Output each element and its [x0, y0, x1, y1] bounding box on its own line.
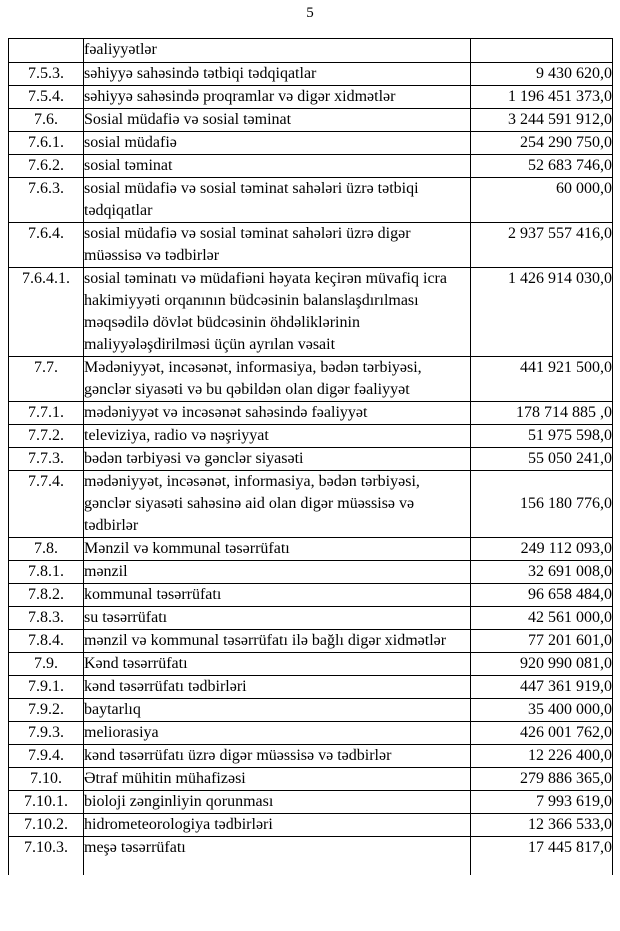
row-description: Sosial müdafiə və sosial təminat: [84, 109, 471, 132]
table-row: [9, 745, 613, 768]
row-amount: 156 180 776,0: [471, 471, 613, 538]
row-description: mənzil: [84, 561, 471, 584]
row-description: kənd təsərrüfatı üzrə digər müəssisə və tədbirlər: [84, 745, 471, 768]
table-row: [9, 630, 613, 653]
row-code: 7.6.4.: [9, 223, 84, 268]
row-description: sosial müdafiə və sosial təminat sahələri üzrə digər müəssisə və tədbirlər: [84, 223, 471, 268]
row-code: 7.7.: [9, 357, 84, 402]
row-description: bioloji zənginliyin qorunması: [84, 791, 471, 814]
row-amount: 447 361 919,0: [471, 676, 613, 699]
row-code: 7.7.3.: [9, 448, 84, 471]
row-amount: 1 426 914 030,0: [471, 268, 613, 357]
table-row: [9, 268, 613, 357]
row-description: mədəniyyət, incəsənət, informasiya, bədən tərbiyəsi, gənclər siyasəti sahəsinə aid olan digər müəssisə və tədbirlər: [84, 471, 471, 538]
row-code: 7.10.3.: [9, 837, 84, 875]
row-description: Kənd təsərrüfatı: [84, 653, 471, 676]
row-code: [9, 39, 84, 63]
row-description: mənzil və kommunal təsərrüfatı ilə bağlı digər xidmətlər: [84, 630, 471, 653]
table-row: [9, 538, 613, 561]
row-code: 7.9.4.: [9, 745, 84, 768]
table-row: [9, 39, 613, 63]
row-amount: 55 050 241,0: [471, 448, 613, 471]
table-row: [9, 63, 613, 86]
row-description: kənd təsərrüfatı tədbirləri: [84, 676, 471, 699]
table-row: [9, 109, 613, 132]
row-amount: 12 226 400,0: [471, 745, 613, 768]
row-description: hidrometeorologiya tədbirləri: [84, 814, 471, 837]
row-code: 7.9.1.: [9, 676, 84, 699]
row-description: fəaliyyətlər: [84, 39, 471, 63]
row-code: 7.9.2.: [9, 699, 84, 722]
row-amount: 9 430 620,0: [471, 63, 613, 86]
row-description: mədəniyyət və incəsənət sahəsində fəaliyyət: [84, 402, 471, 425]
budget-table: [8, 38, 613, 875]
row-description: Mənzil və kommunal təsərrüfatı: [84, 538, 471, 561]
row-code: 7.6.3.: [9, 178, 84, 223]
row-code: 7.7.4.: [9, 471, 84, 538]
table-row: [9, 86, 613, 109]
row-amount: 279 886 365,0: [471, 768, 613, 791]
row-amount: 2 937 557 416,0: [471, 223, 613, 268]
row-code: 7.6.4.1.: [9, 268, 84, 357]
row-description: baytarlıq: [84, 699, 471, 722]
row-amount: 426 001 762,0: [471, 722, 613, 745]
table-row: [9, 402, 613, 425]
row-amount: 17 445 817,0: [471, 837, 613, 875]
table-row: [9, 357, 613, 402]
row-amount: 60 000,0: [471, 178, 613, 223]
row-amount: 51 975 598,0: [471, 425, 613, 448]
row-amount: 3 244 591 912,0: [471, 109, 613, 132]
table-row: [9, 768, 613, 791]
table-row: [9, 425, 613, 448]
row-amount: 920 990 081,0: [471, 653, 613, 676]
row-amount: 178 714 885 ,0: [471, 402, 613, 425]
table-row: [9, 584, 613, 607]
table-row: [9, 837, 613, 875]
row-code: 7.10.: [9, 768, 84, 791]
row-description: sosial təminat: [84, 155, 471, 178]
table-row: [9, 722, 613, 745]
table-row: [9, 676, 613, 699]
row-code: 7.7.1.: [9, 402, 84, 425]
row-description: sosial müdafiə: [84, 132, 471, 155]
row-amount: 441 921 500,0: [471, 357, 613, 402]
table-row: [9, 223, 613, 268]
row-description: su təsərrüfatı: [84, 607, 471, 630]
row-amount: 96 658 484,0: [471, 584, 613, 607]
row-code: 7.5.4.: [9, 86, 84, 109]
row-description: sosial müdafiə və sosial təminat sahələri üzrə tətbiqi tədqiqatlar: [84, 178, 471, 223]
row-code: 7.9.3.: [9, 722, 84, 745]
row-amount: 32 691 008,0: [471, 561, 613, 584]
table-row: [9, 607, 613, 630]
row-code: 7.6.: [9, 109, 84, 132]
row-amount: 52 683 746,0: [471, 155, 613, 178]
row-amount: 12 366 533,0: [471, 814, 613, 837]
row-code: 7.8.1.: [9, 561, 84, 584]
table-row: [9, 448, 613, 471]
table-row: [9, 653, 613, 676]
row-description: sosial təminatı və müdafiəni həyata keçirən müvafiq icra hakimiyyəti orqanının büdcəsinin balanslaşdırılması məqsədilə dövlət büdcəsinin öhdəliklərinin maliyyələşdirilməsi üçün ayrılan vəsait: [84, 268, 471, 357]
row-description: səhiyyə sahəsində proqramlar və digər xidmətlər: [84, 86, 471, 109]
row-amount: 35 400 000,0: [471, 699, 613, 722]
row-code: 7.10.2.: [9, 814, 84, 837]
row-description: bədən tərbiyəsi və gənclər siyasəti: [84, 448, 471, 471]
table-row: [9, 155, 613, 178]
table-row: [9, 178, 613, 223]
row-description: televiziya, radio və nəşriyyat: [84, 425, 471, 448]
row-code: 7.10.1.: [9, 791, 84, 814]
row-code: 7.8.: [9, 538, 84, 561]
row-amount: 42 561 000,0: [471, 607, 613, 630]
row-amount: 7 993 619,0: [471, 791, 613, 814]
row-amount: 1 196 451 373,0: [471, 86, 613, 109]
row-amount: 77 201 601,0: [471, 630, 613, 653]
table-row: [9, 814, 613, 837]
table-row: [9, 699, 613, 722]
row-code: 7.6.1.: [9, 132, 84, 155]
row-code: 7.8.4.: [9, 630, 84, 653]
row-amount: 249 112 093,0: [471, 538, 613, 561]
row-description: Ətraf mühitin mühafizəsi: [84, 768, 471, 791]
row-description: kommunal təsərrüfatı: [84, 584, 471, 607]
table-row: [9, 561, 613, 584]
row-code: 7.5.3.: [9, 63, 84, 86]
row-code: 7.8.2.: [9, 584, 84, 607]
row-description: səhiyyə sahəsində tətbiqi tədqiqatlar: [84, 63, 471, 86]
budget-table-body: [9, 39, 613, 875]
row-code: 7.8.3.: [9, 607, 84, 630]
row-code: 7.6.2.: [9, 155, 84, 178]
table-row: [9, 471, 613, 538]
row-amount: 254 290 750,0: [471, 132, 613, 155]
row-code: 7.7.2.: [9, 425, 84, 448]
row-amount: [471, 39, 613, 63]
page-number: 5: [306, 5, 314, 21]
row-code: 7.9.: [9, 653, 84, 676]
row-description: meşə təsərrüfatı: [84, 837, 471, 875]
row-description: Mədəniyyət, incəsənət, informasiya, bədən tərbiyəsi, gənclər siyasəti və bu qəbildən olan digər fəaliyyət: [84, 357, 471, 402]
table-row: [9, 791, 613, 814]
row-description: meliorasiya: [84, 722, 471, 745]
table-row: [9, 132, 613, 155]
